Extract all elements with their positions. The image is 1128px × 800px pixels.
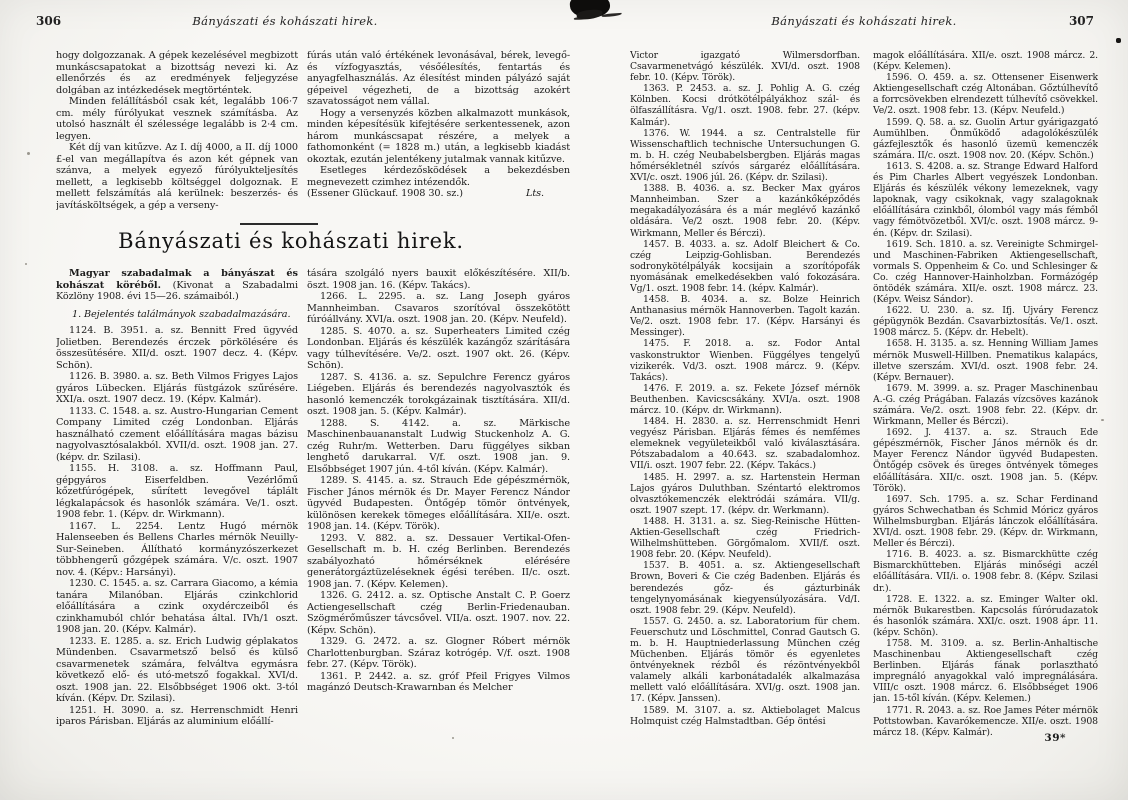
patent-entry: 1622. U. 230. a. sz. Ifj. Ujváry Ferencz gépügynök Bezdán. Csavarbiztosítás. Ve/1. oszt. 1908 márcz. 5. (Képv. dr. Hebelt). xyxy=(873,305,1098,339)
paragraph: Esetleges kérdezősködések a bekezdésben megnevezett czimhez intézendők. xyxy=(307,165,570,188)
list-intro: Magyar szabadalmak a bányászat és kohászat köréből. (Kivonat a Szabadalmi Közlöny 1908. évi 15—26. számaiból.) xyxy=(56,268,298,302)
article-continuation-row xyxy=(56,50,570,218)
scan-speck xyxy=(1101,419,1104,421)
patent-entry: 1287. S. 4136. a. sz. Sepulchre Ferencz gyáros Liégeben. Eljárás és berendezés nagyolvasztók és hasonló kemenczék torokgázainak tisztítására. XII/d. oszt. 1908 jan. 5. (Képv. Kalmár). xyxy=(307,371,570,417)
patent-entry: 1251. H. 3090. a. sz. Herrenschmidt Henri iparos Párisban. Eljárás az aluminium előállí- xyxy=(56,704,298,727)
patent-entry: 1376. W. 1944. a sz. Centralstelle für Wissenschaftlich technische Untersuchungen G. m. b. H. czég Neubabelsbergben. Eljárás magas hőmérsékletnél szívós sárgaréz előállítására. XVI/c. oszt. 1906 júl. 26. (Képv. dr. Szilasi). xyxy=(630,127,860,184)
running-header-right: Bányászati és kohászati hirek. xyxy=(771,14,957,28)
patent-list-row-right xyxy=(630,50,1098,750)
patent-entry: 1599. Q. 58. a. sz. Guolin Artur gyárigazgató Aumühlben. Önműködő adagolókészülék gázfejlesztők és hasonló üzemü kemenczék számára. II/c. oszt. 1908 nov. 20. (Képv. Schön.) xyxy=(873,116,1098,161)
patent-entry: 1457. B. 4033. a. sz. Adolf Bleichert & Co. czég Leipzig-Gohlisban. Berendezés sodronykötélpályák kocsijain a szorítópofák nyomásának emelkedésekben való fokozására. Vg/1. oszt. 1908 febr. 14. (képv. Kalmár). xyxy=(630,238,860,294)
paragraph-continuation: tására szolgáló nyers bauxit előkészítésére. XII/b. öszt. 1908 jan. 16. (Képv. Takács). xyxy=(307,268,570,291)
patent-entry: 1488. H. 3131. a. sz. Sieg-Reinische Hütten-Aktien-Gesellschaft czég Friedrich-Wilhelmshütteben. Görgőmalom. XVII/f. oszt. 1908 febr. 20. (Képv. Neufeld). xyxy=(630,515,860,561)
ink-blot-artifact xyxy=(569,0,611,19)
page-307 xyxy=(630,14,1098,750)
ink-dot-artifact xyxy=(1116,38,1121,43)
patent-entry: 1363. P. 2453. a. sz. J. Pohlig A. G. czég Kölnben. Kocsi drótkötélpályákhoz szál- és ölfaszállításra. Vg/1. oszt. 1908. febr. 27. (képv. Kalmár). xyxy=(630,83,860,128)
patent-entry: 1476. F. 2019. a. sz. Fekete József mérnök Beuthenben. Kavicscsákány. XVI/a. oszt. 1908 márcz. 10. (Képv. dr. Wirkmann). xyxy=(630,382,860,416)
patent-entry: 1679. M. 3999. a. sz. Prager Maschinenbau A.-G. czég Prágában. Falazás vízcsöves kazánok számára. Ve/2. oszt. 1908 febr. 22. (Képv. dr. Wirkmann, Meller és Bérczi). xyxy=(873,382,1098,428)
patent-entry: 1613. S. 4208. a. sz. Strange Edward Halford és Pim Charles Albert vegyészek Londonban. Eljárás és készülék vékony lemezeknek, vagy lapoknak, vagy csikoknak, vagy szalagoknak előállítására czinkből, ólomból vagy más fémből vagy fémötvözetből. XVI/c. oszt. 1908 márcz. 9-én. (Képv. dr. Szilasi). xyxy=(873,160,1098,239)
patent-entry: 1475. F. 2018. a. sz. Fodor Antal vaskonstruktor Wienben. Függélyes tengelyű vizikerék. Vd/3. oszt. 1908 márcz. 9. (Képv. Takács). xyxy=(630,338,860,383)
patent-list-column-4 xyxy=(873,50,1098,750)
patent-entry: 1716. B. 4023. a. sz. Bismarckhütte czég Bismarckhütteben. Eljárás minőségi aczél előállítására. VII/i. o. 1908 febr. 8. (Képv. Szilasi dr.). xyxy=(873,549,1098,594)
paragraph-continuation: hogy dolgozzanak. A gépek kezelésével megbizott munkáscsapatokat a bizottság nevezi ki. Az ellenőrzés és az eredmények feljegyzése dolgában az intézkedések megtörténtek. xyxy=(56,50,298,96)
patent-entry: 1285. S. 4070. a. sz. Superheaters Limited czég Londonban. Eljárás és készülék kazángőz szárítására vagy túlhevítésére. Ve/2. oszt. 1907 okt. 26. (Képv. Schön). xyxy=(307,325,570,371)
paragraph-continuation: Victor igazgató Wilmersdorfban. Csavarmenetvágó készülék. XVI/d. oszt. 1908 febr. 10. (Képv. Török). xyxy=(630,50,860,84)
page-306 xyxy=(36,14,570,742)
patent-list-column-1 xyxy=(56,268,298,742)
source-citation: (Essener Glückauf. 1908 30. sz.) Lts. xyxy=(307,188,544,199)
patent-entry: 1167. L. 2254. Lentz Hugó mérnök Halenseeben és Bellens Charles mérnök Neuilly-Sur-Seineben. Állítható kormányzószerkezet többhengerű gőzgépek számára. V/c. oszt. 1907 nov. 4. (Képv.: Harsányi). xyxy=(56,520,298,578)
scan-speck xyxy=(27,152,30,155)
paragraph: Minden felállításból csak két, legalább 106·7 cm. mély fúrólyukat vesznek számításba. Az utolsó használt él szélessége legalább is 2·4 cm. legyen. xyxy=(56,96,298,142)
page-header-right xyxy=(630,14,1098,36)
patent-entry: 1155. H. 3108. a. sz. Hoffmann Paul, gépgyáros Eiserfeldben. Vezérlőmű kőzetfúrógépek, sűrített levegővel táplált légkalapácsok és hasonlók számára. Ve/1. oszt. 1908 febr. 1. (Képv. dr. Wirkmann). xyxy=(56,463,298,520)
patent-entry: 1485. H. 2997. a. sz. Hartenstein Herman Lajos gyáros Duluthban. Széntartó elektromos olvasztókemenczék elektródái számára. VII/g. oszt. 1907 szept. 17. (képv. dr. Werkmann). xyxy=(630,471,860,516)
section-divider-rule xyxy=(240,223,318,225)
patent-list-column-2 xyxy=(307,268,570,742)
patent-entry: 1728. E. 1322. a. sz. Eminger Walter okl. mérnök Bukarestben. Kapcsolás fúrórudazatok és hasonlók számára. XXI/c. oszt. 1908 ápr. 11. (képv. Schön). xyxy=(873,593,1098,638)
paragraph-continuation: magok előállítására. XII/e. oszt. 1908 márcz. 2. (Képv. Kelemen). xyxy=(873,50,1098,73)
patent-entry: 1557. G. 2450. a. sz. Laboratorium für chem. Feuerschutz und Löschmittel, Conrad Gautsch G. m. b. H. Hauptniederlassung München czég Müchenben. Eljárás tömör és egyenletes öntvényeknek rézből és rézöntvényekből valamely alkáli karbonátadalék alkalmazása mellett való előállítására. XVI/g. oszt. 1908 jan. 17. (Képv. Janssen). xyxy=(630,615,860,705)
signature-mark: 39* xyxy=(1044,732,1066,744)
patent-entry: 1537. B. 4051. a. sz. Aktiengesellschaft Brown, Boveri & Cie czég Badenben. Eljárás és berendezés gőz- és gázturbinák tengelynyomásának kiegyensúlyozására. Vd/I. oszt. 1908 febr. 29. (Képv. Neufeld). xyxy=(630,560,860,616)
patent-entry: 1133. C. 1548. a. sz. Austro-Hungarian Cement Company Limited czég Londonban. Eljárás használható czement előállítására magas bázisu nagyolvasztósalakból. XVII/d. oszt. 1908 jan. 27. (képv. dr. Szilasi). xyxy=(56,405,298,463)
article-column-2 xyxy=(307,50,570,218)
patent-entry: 1692. J. 4137. a. sz. Strauch Ede gépészmérnök, Fischer János mérnök és dr. Mayer Ferencz Nándor ügyvéd Budapesten. Öntőgép csövek és üreges öntvények tömeges előállítására. XII/c. oszt. 1908 jan. 5. (Képv. Török). xyxy=(873,427,1098,494)
patent-entry: 1758. M. 3109. a. sz. Berlin-Anhaltische Maschinenbau Aktiengesellschaft czég Berlinben. Eljárás fának porlasztható impregnáló anyagokkal való impregnálására. VIII/c oszt. 1908 márcz. 6. Elsőbbséget 1906 jan. 15-től kíván. (Képv. Kelemen.) xyxy=(873,637,1098,705)
page-number-right: 307 xyxy=(1068,14,1094,28)
patent-entry: 1458. B. 4034. a. sz. Bolze Heinrich Anthanasius mérnök Hannoverben. Tagolt kazán. Ve/2. oszt. 1908 febr. 17. (Képv. Harsányi és Messinger). xyxy=(630,294,860,339)
running-header-left: Bányászati és kohászati hirek. xyxy=(192,14,378,28)
subsection-title: 1. Bejelentés találmányok szabadalmazására. xyxy=(72,308,291,320)
patent-entry: 1266. L. 2295. a. sz. Lang Joseph gyáros Mannheimban. Csavaros szorítóval összekötött fúróállvány. XVI/a. oszt. 1908 jan. 20. (Képv. Neufeld). xyxy=(307,291,570,325)
patent-entry: 1126. B. 3980. a. sz. Beth Vilmos Frigyes Lajos gyáros Lübecken. Eljárás füstgázok szűrésére. XXI/a. oszt. 1907 decz. 19. (Képv. Kalmár). xyxy=(56,371,298,405)
patent-entry: 1484. H. 2830. a. sz. Herrenschmidt Henri vegyész Párisban. Eljárás fémes és nemfémes elemeknek vegyületeikből való kiválasztására. Pótszabadalom a 40.643. sz. szabadalomhoz. VII/i. oszt. 1907 febr. 22. (Képv. Takács.) xyxy=(630,416,860,472)
patent-entry: 1293. V. 882. a. sz. Dessauer Vertikal-Ofen-Gesellschaft m. b. H. czég Berlinben. Berendezés szabályozható hőmérséknek elérésére generátorgáztüzeléseknek égési terében. II/c. oszt. 1908 jan. 7. (Képv. Kelemen). xyxy=(307,532,570,590)
article-column-1 xyxy=(56,50,298,218)
patent-entry: 1230. C. 1545. a. sz. Carrara Giacomo, a kémia tanára Milanóban. Eljárás czinkchlorid előállítására a czink oxydérczeiből és czinkhamuból chlór behatása által. IVh/1 oszt. 1908 jan. 20. (Képv. Kalmár). xyxy=(56,578,298,635)
paragraph-continuation: fúrás után való értékének levonásával, bérek, levegő- és vízfogyasztás, vésőélesítés, fentartás és anyagfelhasználás. Az élesítést minden pályázó saját gépeivel végezheti, de a bizottság azokért szavatosságot nem vállal. xyxy=(307,50,570,107)
author-initials: Lts. xyxy=(526,188,544,199)
patent-entry: 1658. H. 3135. a. sz. Henning William James mérnök Muswell-Hillben. Pnematikus kalapács, illetve szerszám. XVI/d. oszt. 1908 febr. 24. (Képv. Bernauer). xyxy=(873,338,1098,383)
page-number-left: 306 xyxy=(36,14,62,28)
patent-entry: 1388. B. 4036. a. sz. Becker Max gyáros Mannheimban. Szer a kazánkőképződés megakadályozására és a már meglévő kazánkő oldására. Ve/2 oszt. 1908 febr. 20. (Képv. Wirkmann, Meller és Bérczi). xyxy=(630,183,860,239)
patent-list-row-left xyxy=(56,268,570,742)
section-heading: Bányászati és kohászati hirek. xyxy=(118,229,464,253)
patent-entry: 1124. B. 3951. a. sz. Bennitt Fred ügyvéd Jolietben. Berendezés érczek pörkölésére és összesütésére. XII/d. oszt. 1907 decz. 4. (Képv. Schön). xyxy=(56,325,298,371)
page-header-left xyxy=(36,14,570,36)
patent-entry: 1288. S. 4142. a. sz. Märkische Maschinenbauananstalt Ludwig Stuckenholz A. G. czég Ruhr/m. Wetterben. Daru függélyes sikban lenghető darukarral. V/f. oszt. 1908 jan. 9. Elsőbbséget 1907 jún. 4-től kíván. (Képv. Kalmár). xyxy=(307,417,570,475)
patent-entry: 1329. G. 2472. a. sz. Glogner Róbert mérnök Charlottenburgban. Száraz kotrógép. V/f. oszt. 1908 febr. 27. (Képv. Török). xyxy=(307,636,570,670)
patent-entry: 1326. G. 2412. a. sz. Optische Anstalt C. P. Goerz Actiengesellschaft czég Berlin-Friedenauban. Szögmérőműszer távcsővel. VII/a. oszt. 1907. nov. 22. (Képv. Schön). xyxy=(307,590,570,636)
scan-speck xyxy=(25,263,27,265)
patent-entry: 1289. S. 4145. a. sz. Strauch Ede gépészmérnök, Fischer János mérnök és Dr. Mayer Ferencz Nándor ügyvéd Budapesten. Öntőgép tömör öntvények, különösen kerekek tömeges előállítására. XII/e. oszt. 1908 jan. 14. (Képv. Török). xyxy=(307,475,570,532)
patent-entry: 1596. O. 459. a. sz. Ottensener Eisenwerk Aktiengesellschaft czég Altonában. Gőztúlhevítő a forrcsövekben elrendezett túlhevítő csövekkel. Ve/2. oszt. 1908 febr. 13. (Képv. Neufeld.) xyxy=(873,72,1098,117)
paragraph: Hogy a versenyzés közben alkalmazott munkások, minden képesítésük kifejtésére serkentessenek, azon három munkáscsapat részére, a melyek a fathomonként (= 1828 m.) után, a legkisebb kiadást okoztak, ezután jelentékeny jutalmak vannak kitűzve. xyxy=(307,107,570,165)
patent-entry: 1771. R. 2043. a. sz. Roe James Péter mérnök Pottstowban. Kavarókemencze. XII/e. oszt. 1908 márcz 18. (Képv. Kalmár). xyxy=(873,704,1098,738)
patent-entry: 1697. Sch. 1795. a. sz. Schar Ferdinand gyáros Schwechatban és Schmid Móricz gyáros Wilhelmsburgban. Eljárás lánczok előállítására. XVI/d. oszt. 1908 febr. 29. (Képv. dr. Wirkmann, Meller és Bérczi). xyxy=(873,493,1098,550)
paragraph: Két díj van kitűzve. Az I. díj 4000, a II. díj 1000 £-el van megállapítva és azon két gépnek van szánva, a melyek egyező fúrólyukteljesítés mellett, a legkisebb költséggel dolgoznak. E mellett felszámítás alá kerülnek: beszerzés- és javításköltségek, a gép a verseny- xyxy=(56,142,298,211)
patent-entry: 1589. M. 3107. a. sz. Aktiebolaget Malcus Holmquist czég Halmstadtban. Gép öntési xyxy=(630,704,860,727)
patent-list-column-3 xyxy=(630,50,860,750)
patent-entry: 1361. P. 2442. a. sz. gróf Pfeil Frigyes Vilmos magánzó Deutsch-Krawarnban és Melcher xyxy=(307,670,570,693)
scan-speck xyxy=(452,737,454,739)
patent-entry: 1619. Sch. 1810. a. sz. Vereinigte Schmirgel- und Maschinen-Fabriken Aktiengesellschaft, vormals S. Oppenheim & Co. und Schlesinger & Co. czég Hannover-Hainholzban. Formázógép öntödék számára. XII/e. oszt. 1908 márcz. 23. (Képv. Weisz Sándor). xyxy=(873,238,1098,306)
patent-entry: 1233. E. 1285. a. sz. Erich Ludwig géplakatos Mündenben. Csavarmetsző belső és külső csavarmenetek számára, felváltva egymásra következő elő- és utó-metsző fogakkal. XVI/d. oszt. 1908 jan. 22. Elsőbbséget 1906 okt. 3-tól kíván. (Képv. Dr. Szilasi). xyxy=(56,635,298,704)
